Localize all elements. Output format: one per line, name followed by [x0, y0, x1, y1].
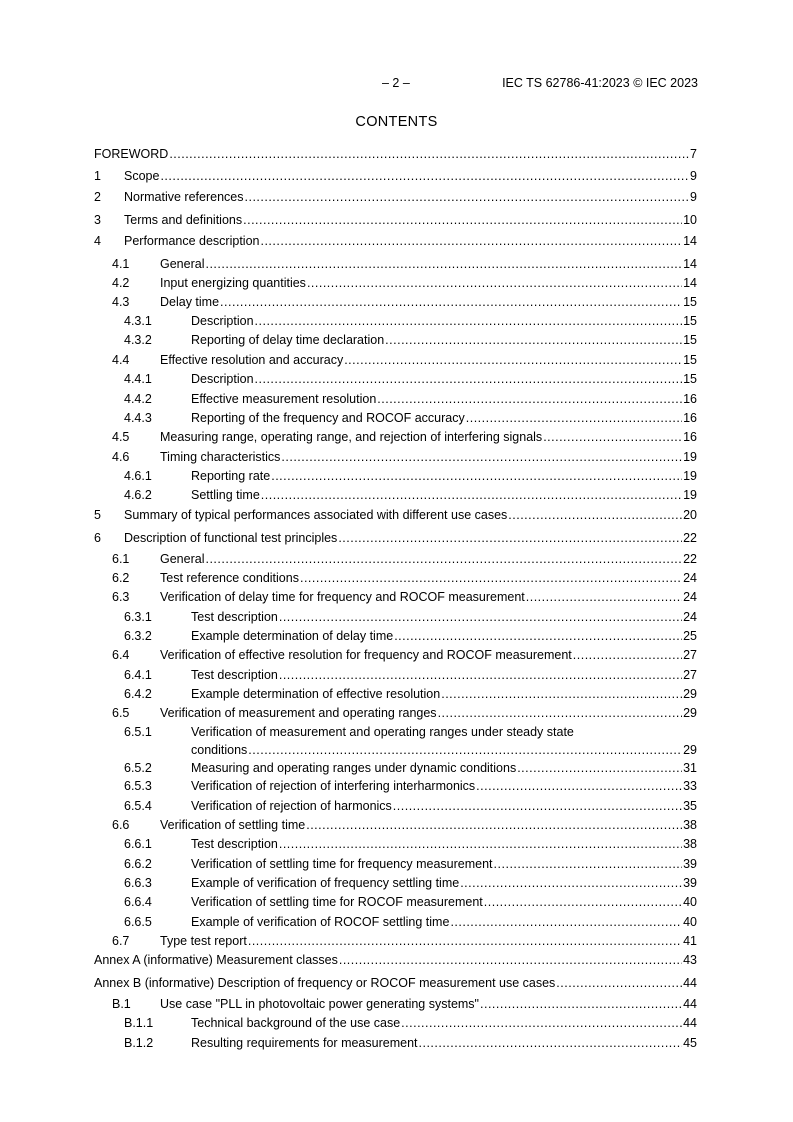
- toc-entry-page: 29: [683, 743, 697, 757]
- toc-entry-number: 6.3: [112, 590, 130, 604]
- toc-entry-number: 6.4: [112, 648, 130, 662]
- toc-entry-title: Effective measurement resolution: [191, 392, 377, 406]
- toc-entry-title: Scope: [124, 169, 160, 183]
- toc-entry-number: 6.5.1: [124, 725, 152, 739]
- toc-entry-title: Reporting rate: [191, 469, 271, 483]
- dot-leader: [438, 705, 683, 721]
- dot-leader: [255, 313, 683, 329]
- toc-entry-title: Test description: [191, 668, 278, 682]
- toc-entry-number: 4.3.2: [124, 333, 152, 347]
- dot-leader: [377, 391, 682, 407]
- toc-entry-page: 44: [683, 976, 697, 990]
- dot-leader: [279, 609, 682, 625]
- toc-entry-number: 6.4.2: [124, 687, 152, 701]
- toc-entry-title: Verification of rejection of interfering interharmonics: [191, 779, 476, 793]
- toc-entry[interactable]: [0, 628, 793, 644]
- page-number: – 2 –: [382, 76, 410, 90]
- toc-entry-page: 27: [683, 668, 697, 682]
- dot-leader: [243, 212, 682, 228]
- toc-entry-title: Description of functional test principles: [124, 531, 338, 545]
- toc-entry[interactable]: [0, 778, 793, 794]
- toc-entry[interactable]: [0, 1035, 793, 1051]
- toc-entry-page: 24: [683, 610, 697, 624]
- toc-entry-title: Measuring range, operating range, and rejection of interfering signals: [160, 430, 543, 444]
- dot-leader: [573, 647, 682, 663]
- toc-entry-number: 6.7: [112, 934, 130, 948]
- toc-entry-number: 4.4.3: [124, 411, 152, 425]
- dot-leader: [160, 168, 689, 184]
- toc-entry-title: Settling time: [191, 488, 260, 502]
- dot-leader: [338, 530, 682, 546]
- dot-leader: [344, 352, 682, 368]
- toc-entry[interactable]: [0, 256, 793, 272]
- toc-entry-page: 44: [683, 997, 697, 1011]
- dot-leader: [245, 189, 690, 205]
- toc-entry-title: Type test report: [160, 934, 247, 948]
- toc-entry[interactable]: [0, 275, 793, 291]
- dot-leader: [279, 667, 682, 683]
- toc-entry-title: Description: [191, 314, 254, 328]
- dot-leader: [307, 275, 682, 291]
- toc-entry-page: 16: [683, 430, 697, 444]
- toc-entry-page: 27: [683, 648, 697, 662]
- dot-leader: [255, 371, 683, 387]
- toc-entry-title: Verification of delay time for frequency and ROCOF measurement: [160, 590, 525, 604]
- toc-entry-title: Test description: [191, 837, 278, 851]
- toc-entry-title: Measuring and operating ranges under dynamic conditions: [191, 761, 517, 775]
- toc-entry-page: 24: [683, 571, 697, 585]
- contents-title: CONTENTS: [355, 114, 438, 130]
- toc-entry-number: 4.6.1: [124, 469, 152, 483]
- dot-leader: [450, 914, 682, 930]
- toc-entry-title: Annex B (informative) Description of frequency or ROCOF measurement use cases: [94, 976, 556, 990]
- dot-leader: [169, 146, 689, 162]
- toc-entry-page: 45: [683, 1036, 697, 1050]
- toc-entry-number: 4.2: [112, 276, 130, 290]
- toc-entry-number: 4.4.1: [124, 372, 152, 386]
- toc-entry-page: 19: [683, 469, 697, 483]
- toc-entry-page: 15: [683, 295, 697, 309]
- dot-leader: [248, 742, 682, 758]
- toc-entry[interactable]: [0, 952, 793, 968]
- toc-entry[interactable]: [0, 371, 793, 387]
- toc-entry-title: Verification of effective resolution for frequency and ROCOF measurement: [160, 648, 572, 662]
- toc-entry[interactable]: [0, 894, 793, 910]
- toc-entry[interactable]: [0, 233, 793, 249]
- toc-entry-page: 14: [683, 257, 697, 271]
- toc-entry-number: 6.5.2: [124, 761, 152, 775]
- toc-entry-number: B.1.2: [124, 1036, 154, 1050]
- toc-entry[interactable]: [0, 468, 793, 484]
- toc-entry-page: 15: [683, 372, 697, 386]
- dot-leader: [261, 487, 682, 503]
- dot-leader: [205, 256, 682, 272]
- toc-entry-title: Test reference conditions: [160, 571, 299, 585]
- toc-entry-page: 43: [683, 953, 697, 967]
- toc-entry-number: 6.3.1: [124, 610, 152, 624]
- toc-entry-number: 2: [94, 190, 101, 204]
- toc-entry-number: 6.6.5: [124, 915, 152, 929]
- toc-entry-title: Example determination of effective resolution: [191, 687, 441, 701]
- toc-entry-number: 6.6: [112, 818, 130, 832]
- toc-entry[interactable]: [0, 705, 793, 721]
- toc-entry-title: Normative references: [124, 190, 244, 204]
- toc-entry-title: Verification of settling time: [160, 818, 306, 832]
- toc-entry-number: B.1: [112, 997, 131, 1011]
- toc-entry-number: 6.5.4: [124, 799, 152, 813]
- toc-entry-title: FOREWORD: [94, 147, 169, 161]
- dot-leader: [480, 996, 682, 1012]
- toc-entry-page: 19: [683, 450, 697, 464]
- toc-entry-title: Delay time: [160, 295, 220, 309]
- toc-entry[interactable]: [0, 429, 793, 445]
- toc-entry-page: 39: [683, 857, 697, 871]
- toc-entry-page: 24: [683, 590, 697, 604]
- toc-entry[interactable]: [0, 189, 793, 205]
- toc-entry-number: 6.6.3: [124, 876, 152, 890]
- dot-leader: [279, 836, 682, 852]
- toc-entry-title: Test description: [191, 610, 278, 624]
- dot-leader: [401, 1015, 682, 1031]
- dot-leader: [466, 410, 682, 426]
- toc-entry[interactable]: [0, 609, 793, 625]
- standard-reference: IEC TS 62786-41:2023 © IEC 2023: [502, 76, 698, 90]
- toc-entry-title: Verification of measurement and operating ranges: [160, 706, 437, 720]
- toc-entry[interactable]: [0, 313, 793, 329]
- toc-entry-number: 5: [94, 508, 101, 522]
- dot-leader: [393, 798, 682, 814]
- toc-entry-title: Timing characteristics: [160, 450, 281, 464]
- toc-entry-number: 4.4.2: [124, 392, 152, 406]
- dot-leader: [441, 686, 682, 702]
- toc-entry[interactable]: [0, 507, 793, 523]
- toc-entry-title: Use case "PLL in photovoltaic power generating systems": [160, 997, 479, 1011]
- toc-entry-number: 4.3: [112, 295, 130, 309]
- dot-leader: [543, 429, 682, 445]
- toc-entry[interactable]: [0, 686, 793, 702]
- dot-leader: [494, 856, 683, 872]
- toc-entry-page: 44: [683, 1016, 697, 1030]
- toc-entry-page: 25: [683, 629, 697, 643]
- toc-entry[interactable]: [0, 551, 793, 567]
- toc-entry-page: 29: [683, 687, 697, 701]
- toc-entry-title: Reporting of delay time declaration: [191, 333, 385, 347]
- toc-entry[interactable]: [0, 798, 793, 814]
- toc-entry-page: 16: [683, 411, 697, 425]
- toc-entry-page: 38: [683, 818, 697, 832]
- toc-entry[interactable]: [0, 760, 793, 776]
- toc-entry-number: 6.5: [112, 706, 130, 720]
- toc-entry-title: Verification of measurement and operating ranges under steady state: [191, 725, 574, 739]
- toc-entry[interactable]: [0, 975, 793, 991]
- toc-entry-page: 31: [683, 761, 697, 775]
- toc-entry-page: 9: [690, 169, 697, 183]
- toc-entry-page: 38: [683, 837, 697, 851]
- toc-entry-title: Summary of typical performances associated with different use cases: [124, 508, 508, 522]
- toc-entry-number: 4.6.2: [124, 488, 152, 502]
- toc-entry[interactable]: [0, 724, 793, 757]
- toc-entry-page: 15: [683, 353, 697, 367]
- dot-leader: [508, 507, 682, 523]
- toc-entry-number: 4.6: [112, 450, 130, 464]
- dot-leader: [419, 1035, 683, 1051]
- toc-entry-number: 4.3.1: [124, 314, 152, 328]
- dot-leader: [556, 975, 682, 991]
- toc-entry-title: Verification of settling time for ROCOF measurement: [191, 895, 483, 909]
- toc-entry-title: Verification of settling time for frequency measurement: [191, 857, 493, 871]
- toc-entry-number: 6.3.2: [124, 629, 152, 643]
- toc-entry[interactable]: [0, 332, 793, 348]
- dot-leader: [517, 760, 682, 776]
- dot-leader: [526, 589, 682, 605]
- dot-leader: [248, 933, 682, 949]
- toc-entry-number: 3: [94, 213, 101, 227]
- toc-entry-page: 22: [683, 531, 697, 545]
- toc-entry[interactable]: [0, 933, 793, 949]
- toc-entry-page: 15: [683, 314, 697, 328]
- toc-entry[interactable]: [0, 1015, 793, 1031]
- toc-entry[interactable]: [0, 570, 793, 586]
- toc-entry-number: 6.6.4: [124, 895, 152, 909]
- toc-entry-page: 14: [683, 234, 697, 248]
- toc-entry-number: 6.6.1: [124, 837, 152, 851]
- dot-leader: [205, 551, 682, 567]
- page-header: [0, 76, 793, 92]
- toc-entry-page: 14: [683, 276, 697, 290]
- toc-entry[interactable]: [0, 667, 793, 683]
- toc-entry-number: B.1.1: [124, 1016, 154, 1030]
- toc-entry-title: Example of verification of ROCOF settling time: [191, 915, 450, 929]
- toc-entry-title: Verification of rejection of harmonics: [191, 799, 392, 813]
- toc-entry-title: Performance description: [124, 234, 260, 248]
- toc-entry-title: General: [160, 552, 205, 566]
- toc-entry-page: 35: [683, 799, 697, 813]
- toc-entry-title: Input energizing quantities: [160, 276, 306, 290]
- toc-entry[interactable]: [0, 817, 793, 833]
- dot-leader: [484, 894, 682, 910]
- toc-entry-number: 1: [94, 169, 101, 183]
- dot-leader: [476, 778, 682, 794]
- toc-entry-number: 6.6.2: [124, 857, 152, 871]
- dot-leader: [260, 233, 682, 249]
- dot-leader: [394, 628, 682, 644]
- toc-entry[interactable]: [0, 914, 793, 930]
- toc-entry[interactable]: [0, 856, 793, 872]
- toc-entry-number: 4: [94, 234, 101, 248]
- toc-entry-page: 29: [683, 706, 697, 720]
- toc-entry-page: 39: [683, 876, 697, 890]
- toc-entry-page: 15: [683, 333, 697, 347]
- toc-entry-title: Terms and definitions: [124, 213, 243, 227]
- toc-entry[interactable]: [0, 168, 793, 184]
- toc-entry-number: 6.5.3: [124, 779, 152, 793]
- toc-entry-title: General: [160, 257, 205, 271]
- toc-entry[interactable]: [0, 146, 793, 162]
- toc-entry-number: 6.4.1: [124, 668, 152, 682]
- toc-entry-page: 7: [690, 147, 697, 161]
- toc-entry-page: 19: [683, 488, 697, 502]
- toc-entry-number: 6.2: [112, 571, 130, 585]
- toc-entry-title-continued: conditions: [191, 743, 248, 757]
- toc-entry-page: 33: [683, 779, 697, 793]
- toc-entry[interactable]: [0, 647, 793, 663]
- dot-leader: [339, 952, 682, 968]
- toc-entry[interactable]: [0, 212, 793, 228]
- toc-entry-number: 4.5: [112, 430, 130, 444]
- toc-entry-title: Example determination of delay time: [191, 629, 394, 643]
- toc-entry-page: 40: [683, 895, 697, 909]
- toc-entry[interactable]: [0, 530, 793, 546]
- toc-entry[interactable]: [0, 449, 793, 465]
- toc-entry-number: 4.4: [112, 353, 130, 367]
- toc-entry-number: 6: [94, 531, 101, 545]
- toc-entry-page: 40: [683, 915, 697, 929]
- toc-entry[interactable]: [0, 352, 793, 368]
- dot-leader: [271, 468, 682, 484]
- toc-entry-title: Technical background of the use case: [191, 1016, 401, 1030]
- toc-entry-title: Annex A (informative) Measurement classes: [94, 953, 338, 967]
- toc-entry[interactable]: [0, 996, 793, 1012]
- toc-entry[interactable]: [0, 836, 793, 852]
- dot-leader: [306, 817, 682, 833]
- toc-entry-number: 4.1: [112, 257, 130, 271]
- toc-entry-title: Resulting requirements for measurement: [191, 1036, 418, 1050]
- toc-entry-page: 9: [690, 190, 697, 204]
- dot-leader: [460, 875, 682, 891]
- toc-entry[interactable]: [0, 487, 793, 503]
- toc-entry-page: 22: [683, 552, 697, 566]
- dot-leader: [220, 294, 682, 310]
- dot-leader: [281, 449, 682, 465]
- toc-entry-page: 16: [683, 392, 697, 406]
- toc-entry-title: Example of verification of frequency settling time: [191, 876, 460, 890]
- toc-entry[interactable]: [0, 875, 793, 891]
- dot-leader: [300, 570, 682, 586]
- dot-leader: [385, 332, 682, 348]
- toc-entry-page: 10: [683, 213, 697, 227]
- toc-entry[interactable]: [0, 410, 793, 426]
- toc-entry-page: 20: [683, 508, 697, 522]
- toc-entry[interactable]: [0, 391, 793, 407]
- toc-entry-title: Effective resolution and accuracy: [160, 353, 344, 367]
- toc-entry-title: Reporting of the frequency and ROCOF accuracy: [191, 411, 465, 425]
- toc-entry-title: Description: [191, 372, 254, 386]
- toc-entry[interactable]: [0, 294, 793, 310]
- toc-entry[interactable]: [0, 589, 793, 605]
- toc-entry-number: 6.1: [112, 552, 130, 566]
- toc-entry-page: 41: [683, 934, 697, 948]
